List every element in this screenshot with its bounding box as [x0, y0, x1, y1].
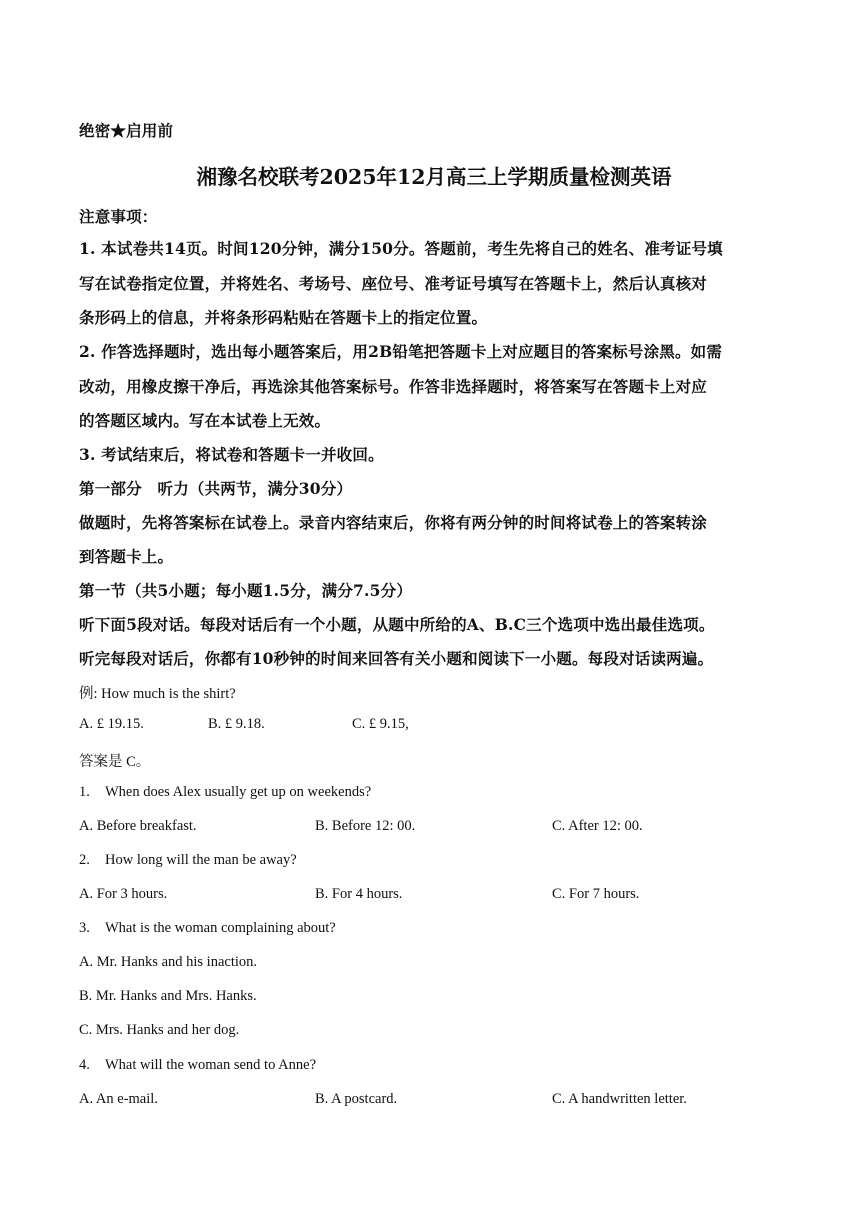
question-number: 4. [79, 1057, 90, 1073]
question-3-option-b: B. Mr. Hanks and Mrs. Hanks. [79, 988, 257, 1004]
part1-heading: 第一部分 听力（共两节，满分30分） [79, 479, 353, 498]
notice-item-2-line-1: 2. 作答选择题时，选出每小题答案后，用2B铅笔把答题卡上对应题目的答案标号涂黑。如需 [79, 342, 723, 361]
question-text: What will the woman send to Anne? [105, 1057, 317, 1073]
confidential-label: 绝密★启用前 [79, 121, 174, 140]
notice-item-1-line-2: 写在试卷指定位置，并将姓名、考场号、座位号、准考证号填写在答题卡上，然后认真核对 [79, 274, 708, 293]
section1-heading: 第一节（共5小题；每小题1.5分，满分7.5分） [79, 581, 413, 600]
question-4-option-c: C. A handwritten letter. [552, 1091, 687, 1107]
part1-instructions-line-2: 到答题卡上。 [79, 547, 174, 566]
question-1-option-b: B. Before 12: 00. [315, 818, 416, 834]
example-option-b: B. £ 9.18. [208, 716, 265, 732]
section1-instructions-line-2: 听完每段对话后，你都有10秒钟的时间来回答有关小题和阅读下一小题。每段对话读两遍。 [79, 649, 714, 668]
notice-item-2-line-3: 的答题区域内。写在本试卷上无效。 [79, 411, 331, 430]
question-2-option-c: C. For 7 hours. [552, 886, 640, 902]
question-4-option-a: A. An e-mail. [79, 1091, 158, 1107]
example-question: 例: How much is the shirt? [79, 686, 236, 702]
example-option-a: A. £ 19.15. [79, 716, 144, 732]
notice-item-2-line-2: 改动，用橡皮擦干净后，再选涂其他答案标号。作答非选择题时，将答案写在答题卡上对应 [79, 377, 708, 396]
question-1-option-c: C. After 12: 00. [552, 818, 643, 834]
example-option-c: C. £ 9.15, [352, 716, 409, 732]
question-2-option-a: A. For 3 hours. [79, 886, 168, 902]
notice-item-3: 3. 考试结束后，将试卷和答题卡一并收回。 [79, 445, 384, 464]
question-1-option-a: A. Before breakfast. [79, 818, 197, 834]
example-answer: 答案是 C。 [79, 754, 151, 770]
question-text: When does Alex usually get up on weekends? [105, 784, 372, 800]
notice-heading: 注意事项： [79, 207, 158, 226]
question-number: 1. [79, 784, 90, 800]
section1-instructions-line-1: 听下面5段对话。每段对话后有一个小题，从题中所给的A、B.C三个选项中选出最佳选项。 [79, 615, 715, 634]
question-2-option-b: B. For 4 hours. [315, 886, 403, 902]
question-number: 3. [79, 920, 90, 936]
question-3-option-a: A. Mr. Hanks and his inaction. [79, 954, 258, 970]
question-4 [79, 1057, 316, 1074]
exam-title: 湘豫名校联考2025年12月高三上学期质量检测英语 [196, 165, 672, 189]
notice-item-1-line-3: 条形码上的信息，并将条形码粘贴在答题卡上的指定位置。 [79, 308, 488, 327]
notice-item-1-line-1: 1. 本试卷共14页。时间120分钟，满分150分。答题前，考生先将自己的姓名、准考证号填 [79, 239, 723, 258]
question-4-option-b: B. A postcard. [315, 1091, 398, 1107]
part1-instructions-line-1: 做题时，先将答案标在试卷上。录音内容结束后，你将有两分钟的时间将试卷上的答案转涂 [79, 513, 708, 532]
question-2 [79, 852, 297, 869]
question-text: How long will the man be away? [105, 852, 297, 868]
question-1 [79, 784, 371, 801]
question-3 [79, 920, 336, 937]
question-number: 2. [79, 852, 90, 868]
question-text: What is the woman complaining about? [105, 920, 336, 936]
question-3-option-c: C. Mrs. Hanks and her dog. [79, 1022, 240, 1038]
